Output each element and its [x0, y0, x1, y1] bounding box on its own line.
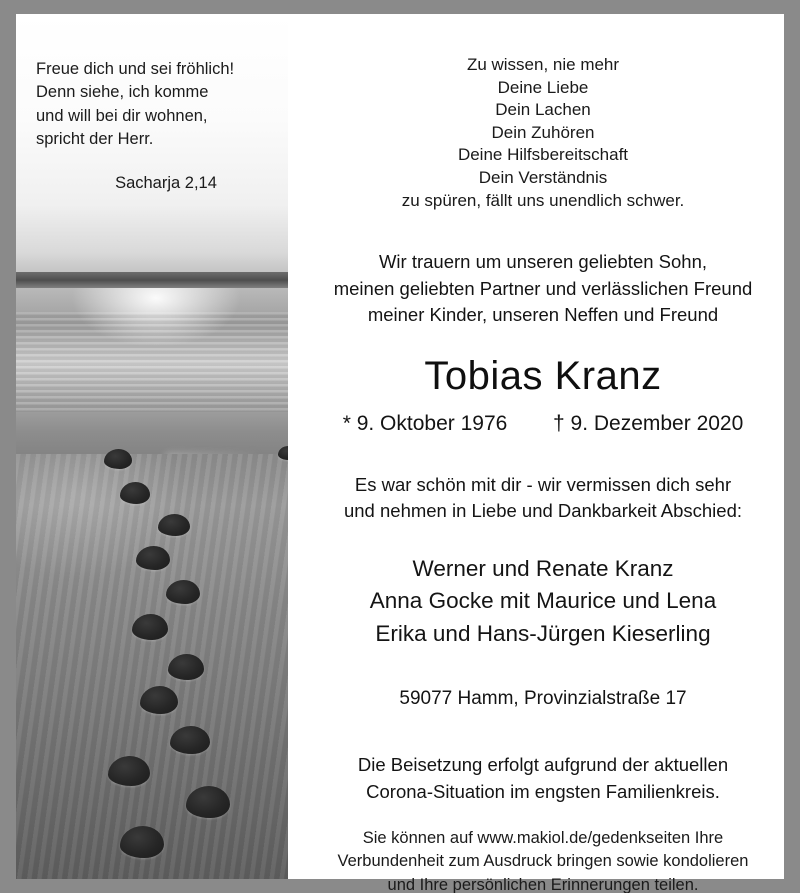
footprint: [120, 826, 164, 858]
verse-line: spricht der Herr.: [36, 130, 154, 149]
verse-line: Denn siehe, ich komme: [36, 83, 209, 102]
footprint: [186, 786, 230, 818]
birth-date: * 9. Oktober 1976: [342, 412, 508, 436]
left-column: [16, 14, 288, 879]
farewell-text: [328, 472, 758, 525]
footprint: [166, 580, 200, 604]
footprint: [132, 614, 168, 640]
verse-line: Freue dich und sei fröhlich!: [36, 60, 235, 78]
footprint: [168, 654, 204, 680]
survivor-line: Werner und Renate Kranz: [412, 555, 674, 581]
death-date: † 9. Dezember 2020: [553, 412, 744, 436]
footprint: [278, 446, 288, 460]
address: 59077 Hamm, Provinzialstraße 17: [399, 688, 687, 710]
verse-line: und will bei dir wohnen,: [36, 106, 208, 125]
mourning-intro: [328, 249, 758, 328]
funeral-line: Die Beisetzung erfolgt aufgrund der aktuellen: [357, 754, 729, 776]
condolence-note: [328, 827, 758, 893]
survivor-line: Erika und Hans-Jürgen Kieserling: [375, 620, 711, 646]
note-line: und Ihre persönlichen Erinnerungen teilen.: [387, 875, 699, 893]
funeral-line: Corona-Situation im engsten Familienkreis.: [366, 780, 720, 802]
note-line: Verbundenheit zum Ausdruck bringen sowie kondolieren: [337, 852, 749, 871]
footprint: [104, 449, 132, 469]
life-dates: [328, 412, 758, 436]
photo-sand: [16, 454, 288, 879]
footprint: [140, 686, 178, 714]
footprint: [158, 514, 190, 536]
footprint: [170, 726, 210, 754]
poem-line: Dein Zuhören: [491, 122, 595, 142]
right-column: [288, 14, 784, 893]
verse-reference: Sacharja 2,14: [115, 173, 217, 192]
farewell-line: und nehmen in Liebe und Dankbarkeit Abschied:: [343, 500, 743, 522]
poem-line: Deine Hilfsbereitschaft: [457, 145, 629, 165]
survivors-list: [328, 553, 758, 651]
intro-line: meiner Kinder, unseren Neffen und Freund: [367, 303, 719, 325]
bible-verse: [16, 14, 288, 195]
photo-water: [16, 288, 288, 468]
poem-line: Deine Liebe: [497, 77, 589, 97]
deceased-name: Tobias Kranz: [424, 354, 662, 399]
footprint: [136, 546, 170, 570]
footprint: [108, 756, 150, 786]
memorial-poem: [328, 54, 758, 212]
poem-line: Zu wissen, nie mehr: [466, 55, 620, 74]
footprint: [120, 482, 150, 504]
survivor-line: Anna Gocke mit Maurice und Lena: [369, 588, 717, 614]
note-line: Sie können auf www.makiol.de/gedenkseiten Ihre: [362, 829, 724, 847]
funeral-info: [328, 752, 758, 805]
notice-card: [16, 14, 784, 893]
poem-line: Dein Verständnis: [478, 168, 608, 188]
poem-line: Dein Lachen: [495, 100, 591, 120]
farewell-line: Es war schön mit dir - wir vermissen dich sehr: [354, 474, 732, 496]
poem-line: zu spüren, fällt uns unendlich schwer.: [401, 190, 685, 210]
intro-line: Wir trauern um unseren geliebten Sohn,: [378, 251, 708, 273]
intro-line: meinen geliebten Partner und verlässlichen Freund: [333, 277, 753, 299]
